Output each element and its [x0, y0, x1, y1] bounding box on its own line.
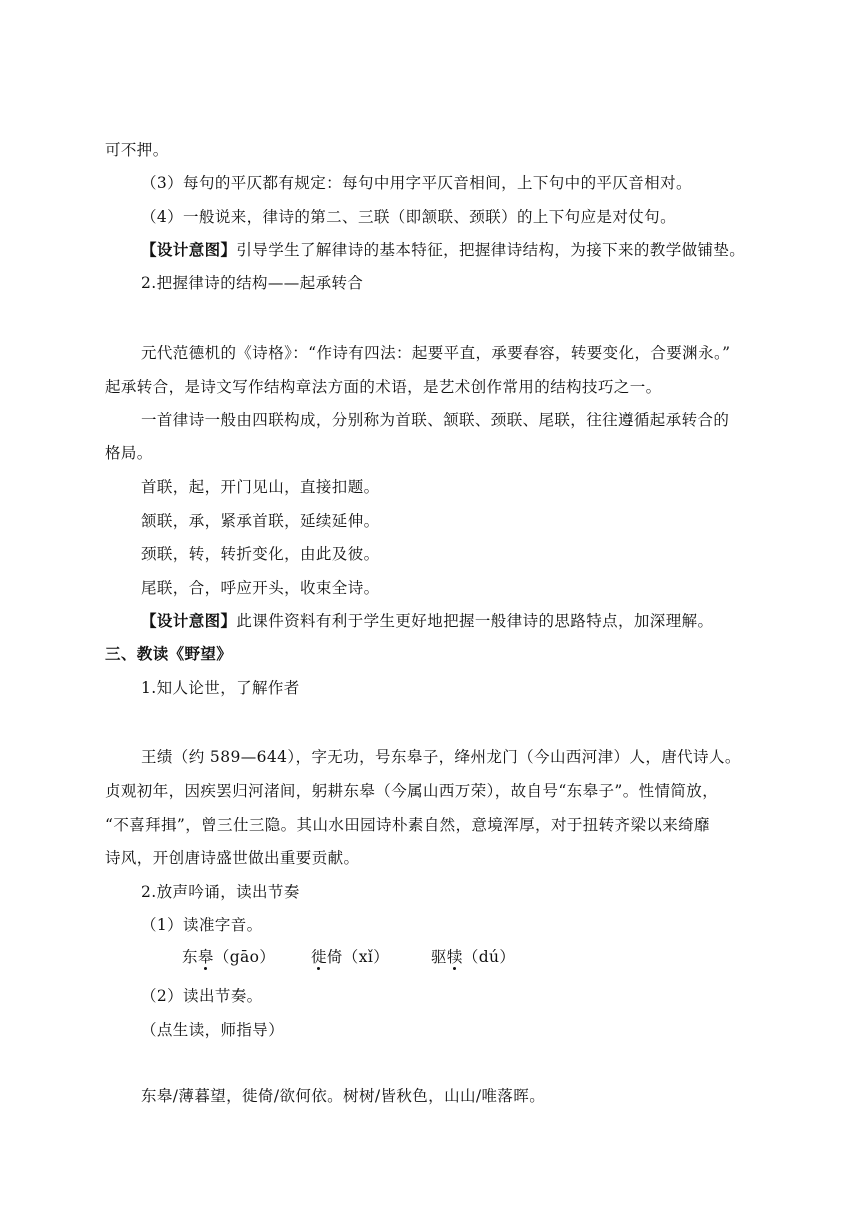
paragraph-line: 一首律诗一般由四联构成，分别称为首联、颔联、颈联、尾联，往往遵循起承转合的 [141, 411, 730, 429]
design-intent-2 [141, 610, 713, 632]
design-intent-label: 【设计意图】 [141, 241, 237, 259]
paragraph-line: 元代范德机的《诗格》：“作诗有四法：起要平直，承要春容，转要变化，合要渊永。” [141, 344, 731, 362]
pronunciation-item: 驱犊（dú） [431, 948, 516, 966]
note-line: （点生读，师指导） [141, 1021, 285, 1039]
step-1: （1）读准字音。 [141, 916, 263, 934]
rule-item-3: （3）每句的平仄都有规定：每句中用字平仄音相间，上下句中的平仄音相对。 [141, 174, 692, 192]
design-intent-label: 【设计意图】 [141, 612, 237, 630]
paragraph-line: 贞观初年，因疾罢归河渚间，躬耕东皋（今属山西万荣），故自号“东皋子”。性情简放， [105, 782, 719, 800]
paragraph-line: 起承转合，是诗文写作结构章法方面的术语，是艺术创作常用的结构技巧之一。 [105, 378, 662, 396]
design-intent-text: 引导学生了解律诗的基本特征，把握律诗结构，为接下来的教学做铺垫。 [236, 241, 746, 259]
design-intent-text: 此课件资料有利于学生更好地把握一般律诗的思路特点，加深理解。 [236, 612, 714, 630]
step-2: （2）读出节奏。 [141, 987, 263, 1005]
paragraph-line: 可不押。 [105, 141, 169, 159]
paragraph-line: “不喜拜揖”，曾三仕三隐。其山水田园诗朴素自然，意境浑厚，对于扭转齐梁以来绮靡 [105, 816, 710, 834]
subheading-structure: 2.把握律诗的结构——起承转合 [141, 274, 364, 292]
pronunciation-item: 徙倚（xǐ） [311, 948, 390, 966]
couplet-line: 首联，起，开门见山，直接扣题。 [141, 478, 380, 496]
paragraph-line: 王绩（约 589—644），字无功，号东皋子，绛州龙门（今山西河津）人，唐代诗人。 [141, 748, 741, 766]
design-intent-1 [141, 239, 745, 261]
rule-item-4: （4）一般说来，律诗的第二、三联（即颔联、颈联）的上下句应是对仗句。 [141, 208, 676, 226]
couplet-line: 尾联，合，呼应开头，收束全诗。 [141, 579, 380, 597]
couplet-line: 颈联，转，转折变化，由此及彼。 [141, 545, 380, 563]
subheading-author: 1.知人论世，了解作者 [141, 679, 300, 697]
paragraph-line: 格局。 [105, 444, 153, 462]
pronunciation-item: 东皋（gāo） [182, 948, 276, 966]
subheading-recite: 2.放声吟诵，读出节奏 [141, 883, 300, 901]
couplet-line: 颔联，承，紧承首联，延续延伸。 [141, 512, 380, 530]
section-heading: 三、教读《野望》 [105, 645, 233, 663]
paragraph-line: 诗风，开创唐诗盛世做出重要贡献。 [105, 849, 360, 867]
rhythm-line: 东皋/薄暮望，徙倚/欲何依。树树/皆秋色，山山/唯落晖。 [141, 1087, 546, 1105]
